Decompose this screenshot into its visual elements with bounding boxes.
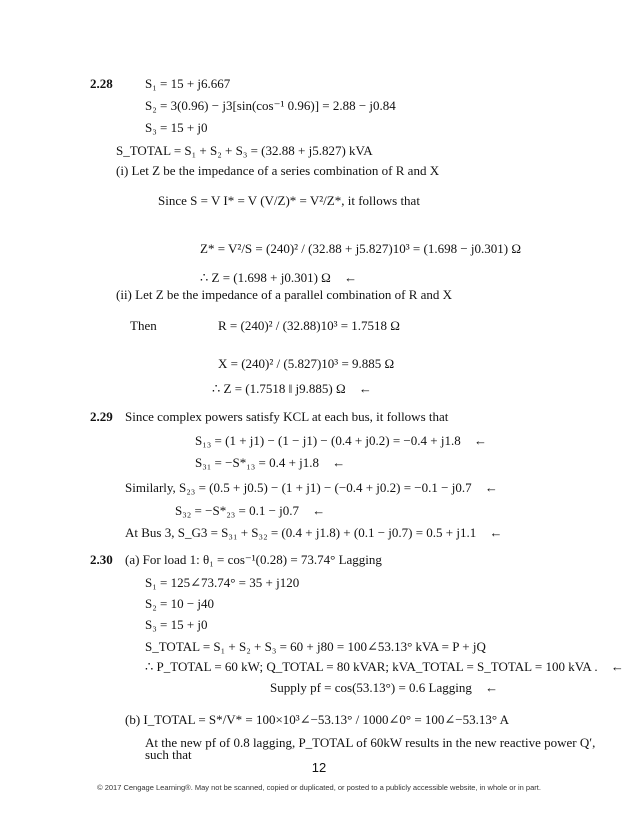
text-kcl: Since complex powers satisfy KCL at each bus, it follows that: [125, 409, 449, 424]
equation-z-series-text: ∴ Z = (1.698 + j0.301) Ω: [200, 270, 331, 285]
equation-s31-text: S₃₁ = −S*₁₃ = 0.4 + j1.8: [195, 455, 320, 470]
equation-s1: S₁ = 15 + j6.667: [145, 76, 231, 91]
equation-s32-text: S₃₂ = −S*₂₃ = 0.1 − j0.7: [175, 503, 300, 518]
result-arrow: ←: [489, 525, 503, 540]
equation-s3: S₃ = 15 + j0: [145, 120, 208, 135]
equation-load-s3: S₃ = 15 + j0: [145, 617, 208, 632]
equation-s23-text: Similarly, S₂₃ = (0.5 + j0.5) − (1 + j1) − (−0.4 + j0.2) = −0.1 − j0.7: [125, 480, 472, 495]
equation-z-parallel-text: ∴ Z = (1.7518 ‖ j9.885) Ω: [212, 381, 346, 396]
equation-load-s2: S₂ = 10 − j40: [145, 596, 215, 611]
equation-sg3-text: At Bus 3, S_G3 = S₃₁ + S₃₂ = (0.4 + j1.8) + (0.1 − j0.7) = 0.5 + j1.1: [125, 525, 477, 540]
problem-number: 2.28: [90, 76, 113, 91]
result-arrow: ←: [485, 680, 499, 695]
equation-supply-pf-text: Supply pf = cos(53.13°) = 0.6 Lagging: [270, 680, 472, 695]
text-new-pf: At the new pf of 0.8 lagging, P_TOTAL of 60kW results in the new reactive power Q′,: [145, 735, 596, 750]
equation-s13-text: S₁₃ = (1 + j1) − (1 − j1) − (0.4 + j0.2) = −0.4 + j1.8: [195, 433, 461, 448]
result-arrow: ←: [473, 433, 487, 448]
equation-ptotal: [145, 659, 624, 675]
result-arrow: ←: [312, 503, 326, 518]
equation-zconj: Z* = V²/S = (240)² / (32.88 + j5.827)10³ = (1.698 − j0.301) Ω: [200, 241, 522, 256]
equation-z-parallel: [212, 381, 372, 397]
equation-stotal: S_TOTAL = S₁ + S₂ + S₃ = (32.88 + j5.827) kVA: [116, 143, 373, 158]
equation-s32: [175, 503, 325, 519]
equation-theta1: (a) For load 1: θ₁ = cos⁻¹(0.28) = 73.74° Lagging: [125, 552, 382, 567]
text-part-ii: (ii) Let Z be the impedance of a parallel combination of R and X: [116, 287, 453, 302]
result-arrow: ←: [484, 480, 498, 495]
copyright-footer: © 2017 Cengage Learning®. May not be scanned, copied or duplicated, or posted to a publicly accessible website, in whole or in part.: [97, 783, 541, 792]
problem-number: 2.29: [90, 409, 113, 424]
equation-supply-pf: [270, 680, 498, 696]
equation-x: X = (240)² / (5.827)10³ = 9.885 Ω: [218, 356, 395, 371]
equation-load-stotal: S_TOTAL = S₁ + S₂ + S₃ = 60 + j80 = 100∠53.13° kVA = P + jQ: [145, 639, 486, 654]
result-arrow: ←: [344, 270, 358, 285]
equation-s31: [195, 455, 345, 471]
result-arrow: ←: [332, 455, 346, 470]
equation-s23: [125, 480, 498, 496]
text-such-that: such that: [145, 747, 192, 762]
equation-ptotal-text: ∴ P_TOTAL = 60 kW; Q_TOTAL = 80 kVAR; kVA_TOTAL = S_TOTAL = 100 kVA .: [145, 659, 598, 674]
text-then: Then: [130, 318, 157, 333]
text-part-i: (i) Let Z be the impedance of a series combination of R and X: [116, 163, 440, 178]
result-arrow: ←: [610, 659, 624, 674]
equation-r: R = (240)² / (32.88)10³ = 1.7518 Ω: [218, 318, 400, 333]
problem-number: 2.30: [90, 552, 113, 567]
page-number: 12: [311, 760, 327, 775]
equation-s13: [195, 433, 487, 449]
equation-s2: S₂ = 3(0.96) − j3[sin(cos⁻¹ 0.96)] = 2.88 − j0.84: [145, 98, 396, 113]
equation-itotal: (b) I_TOTAL = S*/V* = 100×10³∠−53.13° / 1000∠0° = 100∠−53.13° A: [125, 712, 510, 727]
equation-since: Since S = V I* = V (V/Z)* = V²/Z*, it follows that: [158, 193, 420, 208]
equation-z-series: [200, 270, 357, 286]
equation-load-s1: S₁ = 125∠73.74° = 35 + j120: [145, 575, 300, 590]
equation-sg3: [125, 525, 503, 541]
result-arrow: ←: [358, 381, 372, 396]
